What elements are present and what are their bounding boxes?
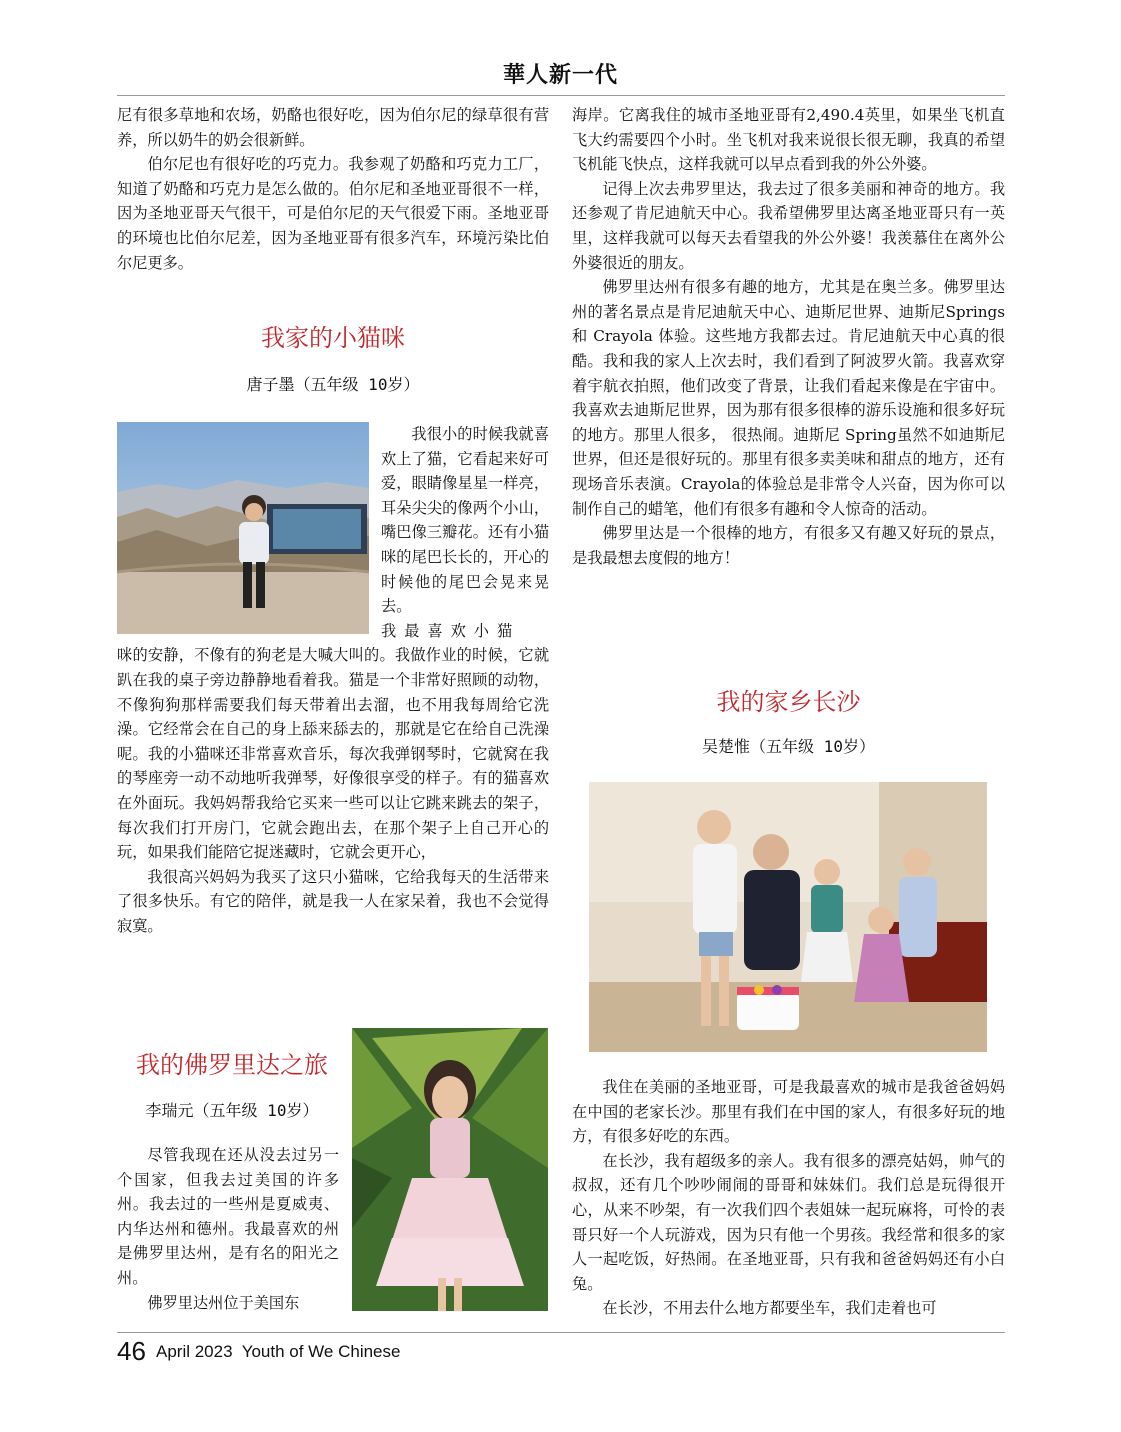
footer-rule (117, 1332, 1005, 1333)
florida-article-title: 我的佛罗里达之旅 (136, 1051, 328, 1079)
cat-article-paragraph: 我很高兴妈妈为我买了这只小猫咪，它给我每天的生活带来了很多快乐。有它的陪伴，就是我一人在家呆着，我也不会觉得寂寞。 (117, 867, 549, 935)
cat-article-paragraph: 咪的安静，不像有的狗老是大喊大叫的。我做作业的时候，它就趴在我的桌子旁边静静地看着我。猫是一个非常好照顾的动物，不像狗狗那样需要我们每天带着出去溜，也不用我每周给它洗澡。它经常会在自己的身上舔来舔去的，那就是它在给自己洗澡呢。我的小猫咪还非常喜欢音乐，每次我弹钢琴时，它就窝在我的琴座旁一动不动地听我弹琴，好像很享受的样子。有的猫喜欢在外面玩。我妈妈帮我给它买来一些可以让它跳来跳去的架子，每次我们打开房门，它就会跑出去，在那个架子上自己开心的玩，如果我们能陪它捉迷藏时，它就会更开心， (117, 646, 549, 862)
header-rule (117, 95, 1005, 96)
florida-article-author: 李瑞元（五年级 10岁） (145, 1101, 319, 1120)
cat-article-paragraph: 我很小的时候我就喜欢上了猫，它看起来好可爱，眼睛像星星一样亮，耳朵尖尖的像两个小山，嘴巴像三瓣花。还有小猫咪的尾巴长长的，开心的时候他的尾巴会晃来晃去。 (381, 425, 549, 616)
changsha-article-paragraph: 我住在美丽的圣地亚哥，可是我最喜欢的城市是我爸爸妈妈在中国的老家长沙。那里有我们在中国的家人，有很多好玩的地方，有很多好吃的东西。 (572, 1078, 1005, 1146)
cat-article-body (117, 422, 549, 938)
changsha-article-body (572, 1075, 1005, 1321)
changsha-article-paragraph: 在长沙，不用去什么地方都要坐车，我们走着也可 (602, 1299, 937, 1318)
girl-pink-dress-photo (352, 1028, 548, 1311)
changsha-article-title: 我的家乡长沙 (716, 688, 861, 716)
family-birthday-photo (589, 782, 987, 1052)
florida-article-body-left (117, 1143, 339, 1315)
page-number: 46 (117, 1336, 146, 1366)
prev-article-paragraph: 伯尔尼也有很好吃的巧克力。我参观了奶酪和巧克力工厂，知道了奶酪和巧克力是怎么做的。伯尔尼和圣地亚哥很不一样，因为圣地亚哥天气很干，可是伯尔尼的天气很爱下雨。圣地亚哥的环境也比伯尔尼差，因为圣地亚哥有很多汽车，环境污染比伯尔尼更多。 (117, 155, 549, 272)
florida-article-paragraph: 佛罗里达是一个很棒的地方，有很多又有趣又好玩的景点，是我最想去度假的地方！ (572, 524, 1005, 567)
florida-article-paragraph: 记得上次去弗罗里达，我去过了很多美丽和神奇的地方。我还参观了肯尼迪航天中心。我希望佛罗里达离圣地亚哥只有一英里，这样我就可以每天去看望我的外公外婆！我羡慕住在离外公外婆很近的朋友。 (572, 179, 1005, 272)
cat-article-author: 唐子墨（五年级 10岁） (246, 375, 420, 394)
changsha-article-paragraph: 在长沙，我有超级多的亲人。我有很多的漂亮姑妈，帅气的叔叔，还有几个吵吵闹闹的哥哥和妹妹们。我们总是玩得很开心，从来不吵架，有一次我们四个表姐妹一起玩麻将，可怜的表哥只好一个人玩游戏，因为只有他一个男孩。我经常和很多的家人一起吃饭，好热闹。在圣地亚哥，只有我和爸爸妈妈还有小白兔。 (572, 1151, 1005, 1293)
florida-article-paragraph: 佛罗里达州有很多有趣的地方，尤其是在奥兰多。佛罗里达州的著名景点是肯尼迪航天中心、迪斯尼世界、迪斯尼Springs和 Crayola 体验。这些地方我都去过。肯尼迪航天中心真的很酷。我和我的家人上次去时，我们看到了阿波罗火箭。我喜欢穿着宇航衣拍照，他们改变了背景，让我们看起来像是在宇宙中。我喜欢去迪斯尼世界，因为那有很多很棒的游乐设施和很多好玩的地方。那里人很多， 很热闹。迪斯尼 Spring虽然不如迪斯尼世界，但还是很好玩的。那里有很多卖美味和甜点的地方，还有现场音乐表演。Crayola的体验总是非常令人兴奋，因为你可以制作自己的蜡笔，他们有很多有趣和令人惊奇的活动。 (572, 278, 1005, 518)
prev-article-continuation (117, 103, 549, 275)
issue-info: April 2023 Youth of We Chinese (156, 1342, 401, 1361)
magazine-header-title: 華人新一代 (502, 63, 618, 88)
florida-article-paragraph: 尽管我现在还从没去过另一个国家，但我去过美国的许多州。我去过的一些州是夏威夷、内华达州和德州。我最喜欢的州是佛罗里达州，是有名的阳光之州。 (117, 1146, 339, 1287)
florida-article-body-right (572, 103, 1005, 570)
changsha-article-author: 吴楚惟（五年级 10岁） (702, 737, 875, 756)
florida-article-paragraph: 佛罗里达州位于美国东 (147, 1293, 300, 1312)
prev-article-paragraph: 尼有很多草地和农场，奶酪也很好吃，因为伯尔尼的绿草很有营养，所以奶牛的奶会很新鲜。 (117, 106, 549, 149)
cat-article-paragraph-lead: 我最喜欢小猫 (381, 621, 521, 640)
florida-article-paragraph: 海岸。它离我住的城市圣地亚哥有2,490.4英里，如果坐飞机直飞大约需要四个小时。坐飞机对我来说很长很无聊，我真的希望飞机能飞快点，这样我就可以早点看到我的外公外婆。 (572, 106, 1005, 174)
cat-article-title: 我家的小猫咪 (261, 324, 405, 352)
